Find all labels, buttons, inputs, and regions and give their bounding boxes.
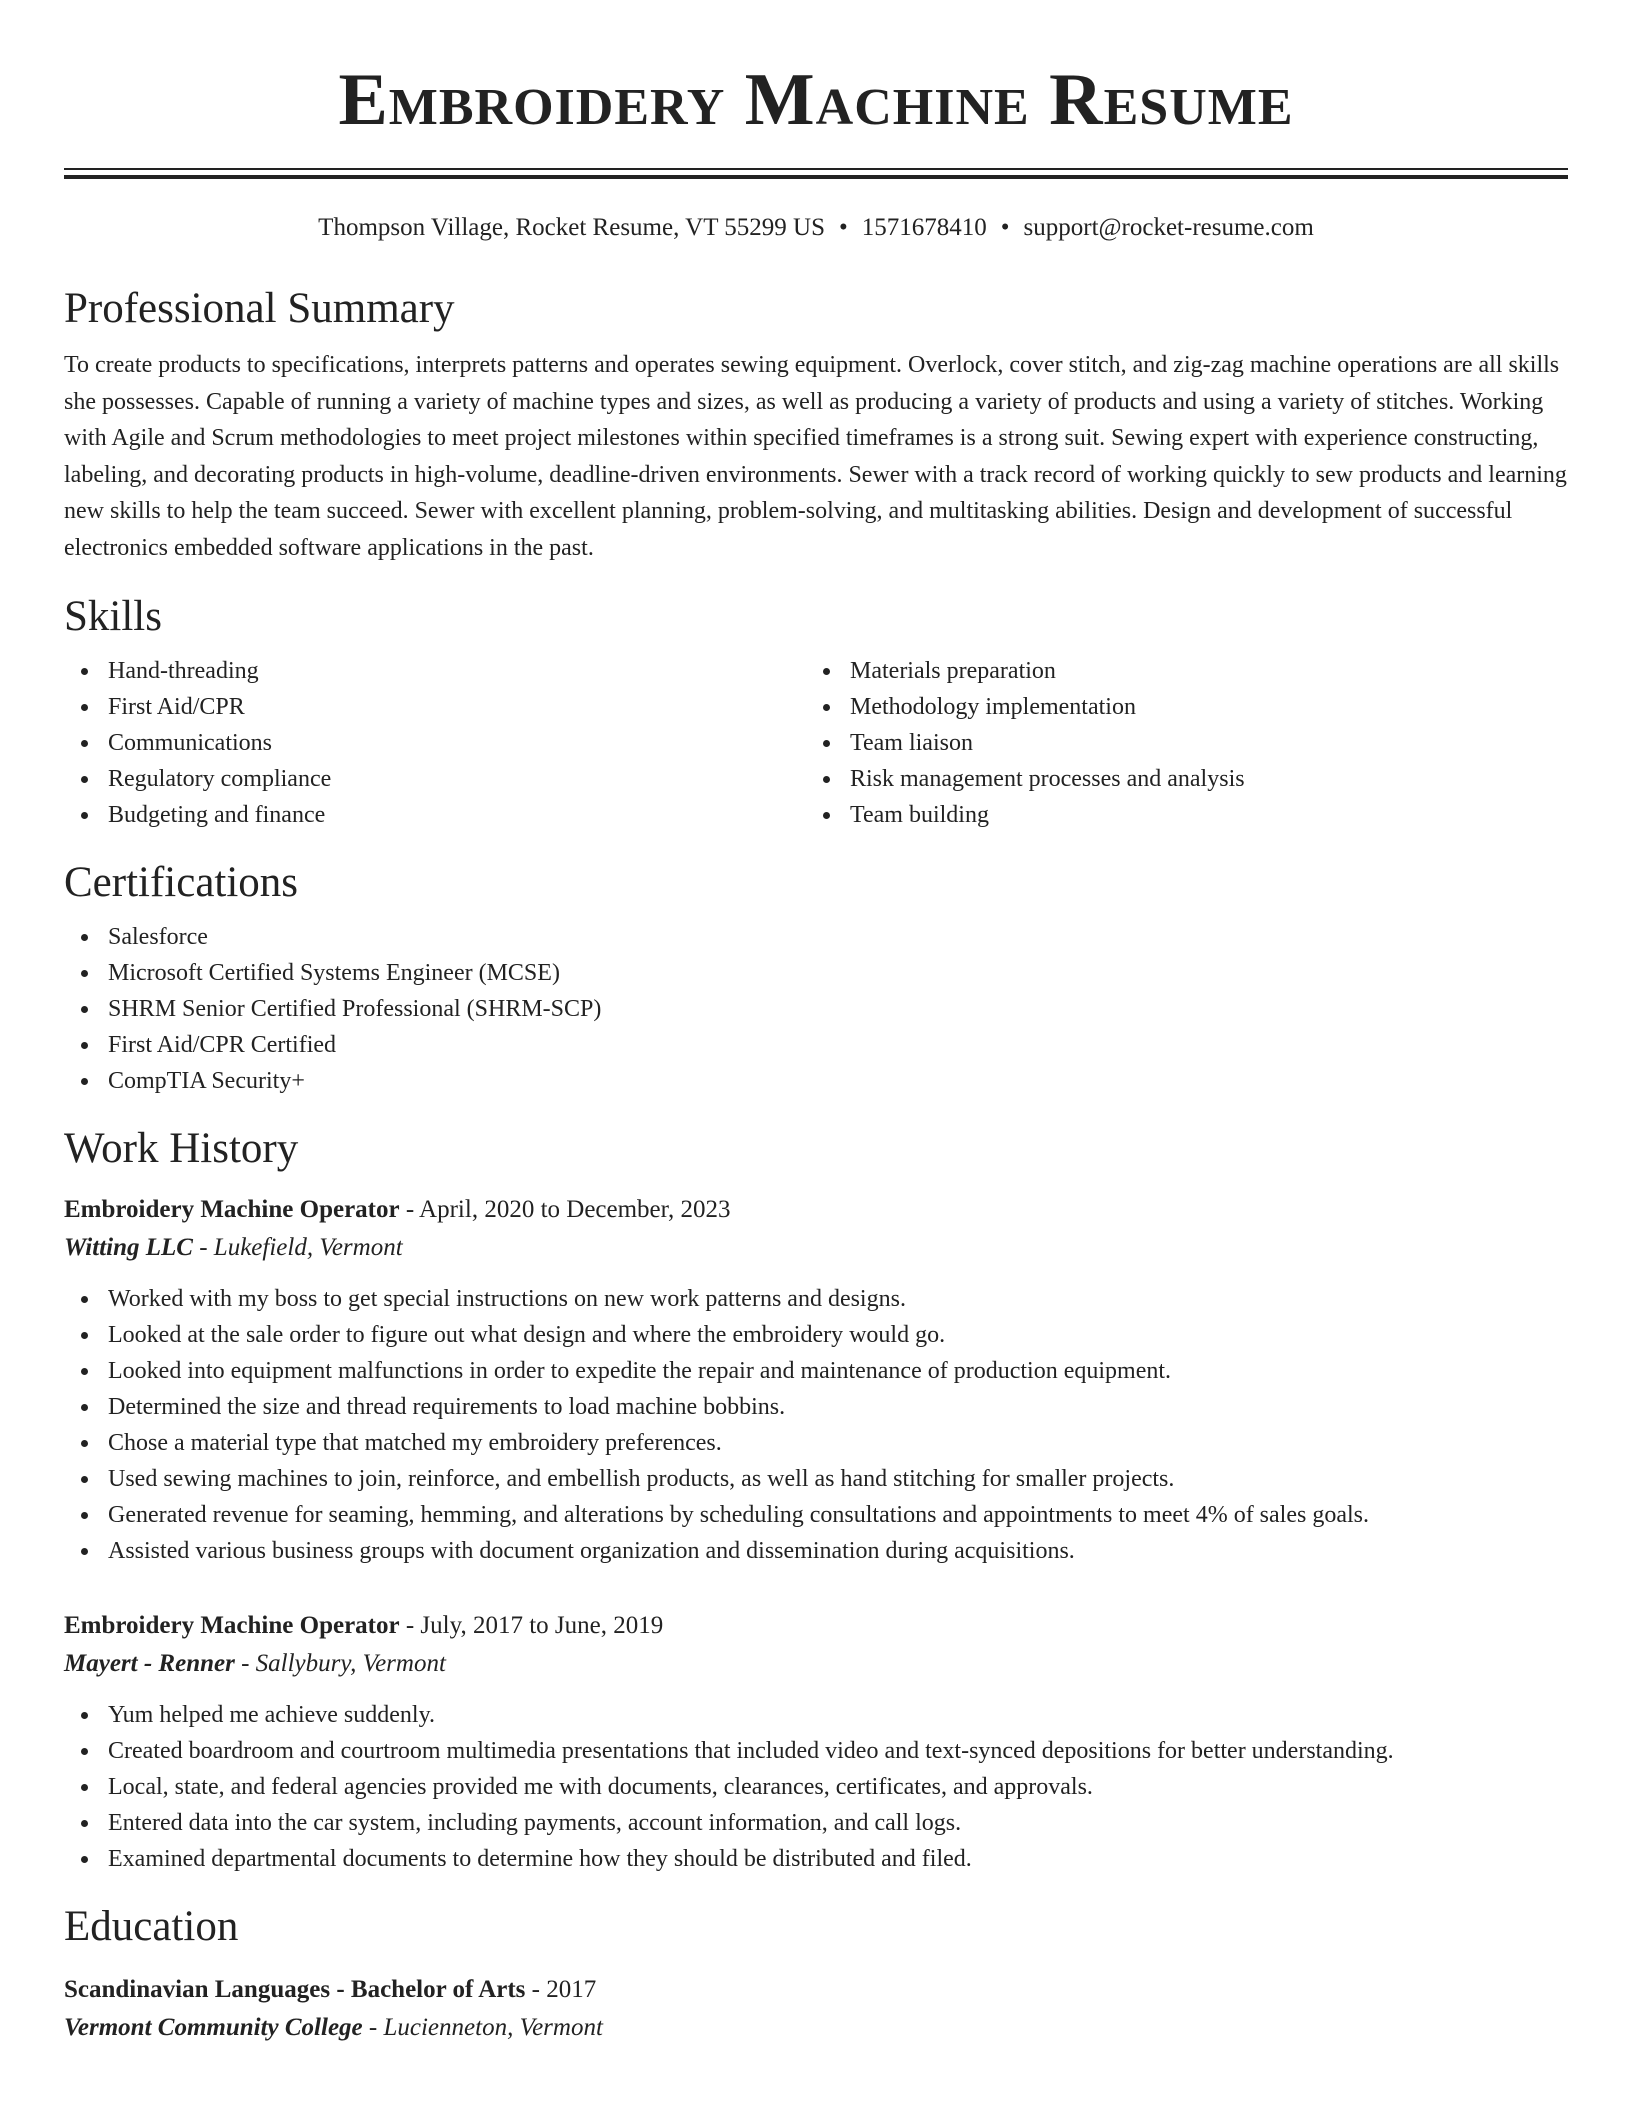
- contact-separator: •: [838, 214, 848, 241]
- certifications-section: [64, 857, 1568, 1099]
- skill-item: Regulatory compliance: [64, 761, 806, 797]
- section-heading-education: Education: [64, 1902, 239, 1950]
- skills-list-left: [64, 653, 806, 833]
- certification-item: Microsoft Certified Systems Engineer (MCSE): [64, 955, 1568, 991]
- job-duty: Looked at the sale order to figure out what design and where the embroidery would go.: [64, 1317, 1568, 1353]
- job-duty: Determined the size and thread requirements to load machine bobbins.: [64, 1389, 1568, 1425]
- skill-item: Budgeting and finance: [64, 797, 806, 833]
- certification-item: CompTIA Security+: [64, 1063, 1568, 1099]
- skill-item: Hand-threading: [64, 653, 806, 689]
- certification-item: Salesforce: [64, 919, 1568, 955]
- job-company-line: [64, 1229, 1568, 1267]
- skills-list-right: [806, 653, 1548, 833]
- degree: Scandinavian Languages - Bachelor of Arts: [64, 1975, 526, 2003]
- job-dates: - July, 2017 to June, 2019: [399, 1611, 664, 1639]
- professional-summary-section: [64, 283, 1568, 567]
- job-title-line: [64, 1607, 1568, 1645]
- summary-text: To create products to specifications, interprets patterns and operates sewing equipment. Overlock, cover stitch, and zig-zag machine operations are all skills she possesses. Capable of running a variety of machine types and sizes, as well as producing a variety of products and using a variety of stitches. Working with Agile and Scrum methodologies to meet project milestones within specified timeframes is a strong suit. Sewing expert with experience constructing, labeling, and decorating products in high-volume, deadline-driven environments. Sewer with a track record of working quickly to sew products and learning new skills to help the team succeed. Sewer with excellent planning, problem-solving, and multitasking abilities. Design and development of successful electronics embedded software applications in the past.: [64, 352, 1567, 561]
- job-duty: Assisted various business groups with document organization and dissemination during acquisitions.: [64, 1533, 1568, 1569]
- title-divider-thick: [64, 175, 1568, 179]
- skill-item: Risk management processes and analysis: [806, 761, 1548, 797]
- school-line: [64, 2009, 1568, 2047]
- job-duty: Used sewing machines to join, reinforce, and embellish products, as well as hand stitching for smaller projects.: [64, 1461, 1568, 1497]
- job-title: Embroidery Machine Operator: [64, 1611, 400, 1639]
- job-company: Witting LLC: [64, 1233, 193, 1261]
- graduation-year: - 2017: [525, 1975, 597, 2003]
- skill-item: Materials preparation: [806, 653, 1548, 689]
- job-duty: Chose a material type that matched my embroidery preferences.: [64, 1425, 1568, 1461]
- skill-item: Methodology implementation: [806, 689, 1548, 725]
- job-duty: Yum helped me achieve suddenly.: [64, 1697, 1568, 1733]
- job-entry: [64, 1191, 1568, 1569]
- certification-item: SHRM Senior Certified Professional (SHRM-SCP): [64, 991, 1568, 1027]
- section-heading-summary: Professional Summary: [64, 285, 455, 332]
- job-duties-list: [64, 1281, 1568, 1569]
- skills-columns: [64, 643, 1568, 833]
- job-duty: Worked with my boss to get special instructions on new work patterns and designs.: [64, 1281, 1568, 1317]
- skills-section: [64, 591, 1568, 833]
- degree-line: [64, 1971, 1568, 2009]
- job-duty: Examined departmental documents to determine how they should be distributed and filed.: [64, 1841, 1568, 1877]
- title-divider-thin: [64, 168, 1568, 170]
- skill-item: Communications: [64, 725, 806, 761]
- job-location: - Lukefield, Vermont: [192, 1233, 403, 1261]
- job-location: - Sallybury, Vermont: [234, 1649, 446, 1677]
- job-duty: Local, state, and federal agencies provided me with documents, clearances, certificates, and approvals.: [64, 1769, 1568, 1805]
- job-dates: - April, 2020 to December, 2023: [399, 1195, 731, 1223]
- contact-separator: •: [1000, 214, 1010, 241]
- school-location: - Lucienneton, Vermont: [362, 2013, 603, 2041]
- resume-title: Embroidery Machine Resume: [338, 59, 1294, 141]
- section-heading-skills: Skills: [64, 592, 162, 640]
- skill-item: First Aid/CPR: [64, 689, 806, 725]
- contact-address: Thompson Village, Rocket Resume, VT 55299 US: [318, 214, 825, 241]
- contact-email: support@rocket-resume.com: [1023, 214, 1314, 241]
- certifications-list: [64, 919, 1568, 1099]
- job-duties-list: [64, 1697, 1568, 1877]
- education-entry: [64, 1971, 1568, 2047]
- skill-item: Team building: [806, 797, 1548, 833]
- job-duty: Looked into equipment malfunctions in order to expedite the repair and maintenance of production equipment.: [64, 1353, 1568, 1389]
- job-duty: Generated revenue for seaming, hemming, and alterations by scheduling consultations and appointments to meet 4% of sales goals.: [64, 1497, 1568, 1533]
- job-duty: Created boardroom and courtroom multimedia presentations that included video and text-synced depositions for better understanding.: [64, 1733, 1568, 1769]
- job-title: Embroidery Machine Operator: [64, 1195, 400, 1223]
- contact-line: [64, 211, 1568, 245]
- certification-item: First Aid/CPR Certified: [64, 1027, 1568, 1063]
- job-duty: Entered data into the car system, including payments, account information, and call logs.: [64, 1805, 1568, 1841]
- contact-phone: 1571678410: [861, 214, 987, 241]
- skill-item: Team liaison: [806, 725, 1548, 761]
- work-history-section: [64, 1123, 1568, 1877]
- section-heading-work-history: Work History: [64, 1124, 299, 1172]
- school-name: Vermont Community College: [64, 2013, 363, 2041]
- job-entry: [64, 1607, 1568, 1877]
- job-company-line: [64, 1645, 1568, 1683]
- section-heading-certifications: Certifications: [64, 858, 299, 906]
- job-company: Mayert - Renner: [64, 1649, 235, 1677]
- education-section: [64, 1901, 1568, 2047]
- job-title-line: [64, 1191, 1568, 1229]
